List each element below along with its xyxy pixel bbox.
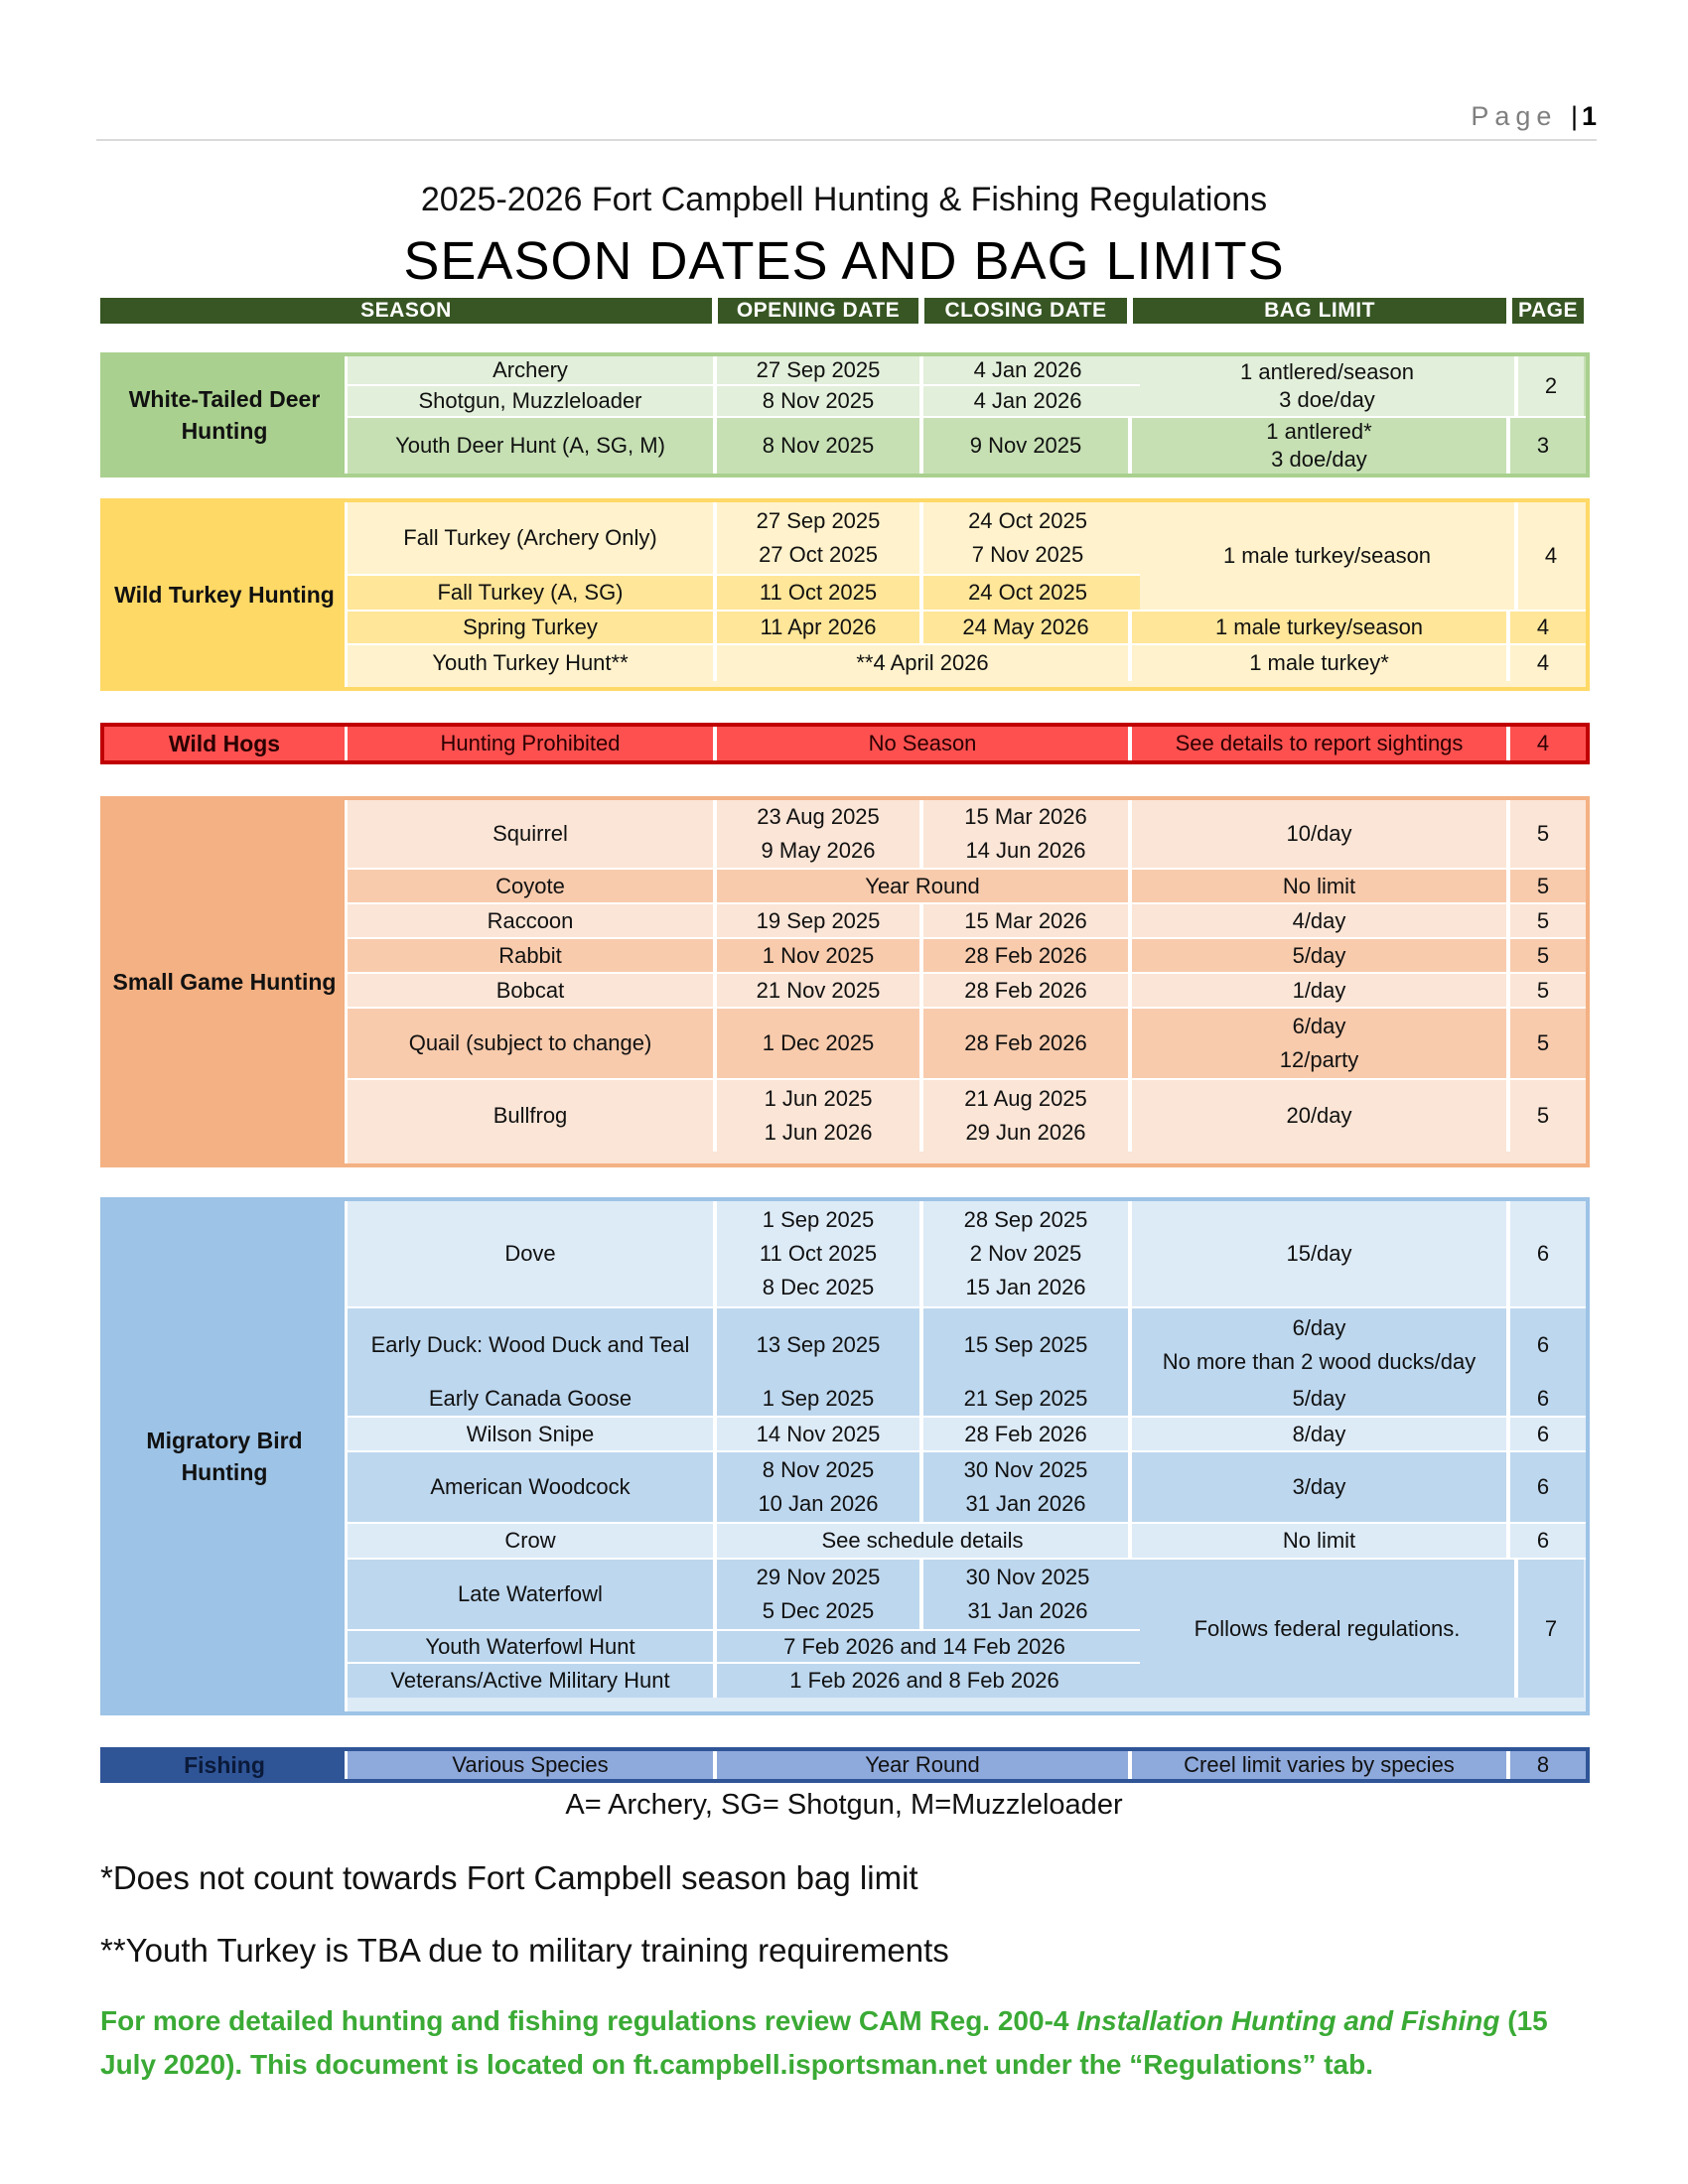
bag-line: 1 antlered/season: [1240, 359, 1414, 384]
date-line: 15 Jan 2026: [965, 1275, 1086, 1299]
fishing-block: [100, 1747, 1590, 1783]
season-table: [100, 298, 1590, 1778]
bag-limit: [1132, 1009, 1510, 1078]
table-row: [348, 1560, 1140, 1631]
season-dates: No Season: [717, 727, 1132, 760]
close-date: [923, 502, 1132, 574]
date-line: 23 Aug 2025: [757, 804, 880, 829]
bag-line: No more than 2 wood ducks/day: [1162, 1349, 1477, 1374]
bag-limit: Creel limit varies by species: [1132, 1751, 1510, 1779]
bag-limit: See details to report sightings: [1132, 727, 1510, 760]
bag-line: 3 doe/day: [1271, 447, 1367, 472]
date-line: 5 Dec 2025: [762, 1598, 875, 1623]
date-line: 29 Nov 2025: [756, 1565, 881, 1589]
category-migratory: Migratory Bird Hunting: [104, 1201, 348, 1711]
table-row: [348, 1418, 1586, 1452]
bag-limit: 1 male turkey/season: [1140, 502, 1518, 610]
table-row: [348, 1751, 1586, 1779]
page-ref: 6: [1536, 1474, 1550, 1499]
doc-subtitle: SEASON DATES AND BAG LIMITS: [403, 231, 1285, 291]
open-date: 8 Nov 2025: [717, 418, 923, 474]
footnote-double-star: **Youth Turkey is TBA due to military training requirements: [100, 1932, 949, 1969]
bag-limit: 1/day: [1132, 974, 1510, 1007]
col-opening: OPENING DATE: [718, 298, 918, 324]
table-row: [348, 356, 1140, 386]
open-date: 19 Sep 2025: [717, 904, 923, 937]
season-name: Squirrel: [348, 800, 717, 868]
season-name: Early Canada Goose: [348, 1382, 717, 1416]
open-date: 11 Oct 2025: [717, 576, 923, 610]
date-line: 8 Dec 2025: [762, 1275, 875, 1299]
date-line: 21 Aug 2025: [964, 1086, 1087, 1111]
table-row: [348, 386, 1140, 416]
page-ref: 6: [1536, 1386, 1550, 1411]
close-date: 15 Sep 2025: [923, 1308, 1132, 1382]
season-name: Crow: [348, 1524, 717, 1558]
table-row: [348, 1452, 1586, 1524]
season-dates: See schedule details: [717, 1524, 1132, 1558]
page-ref: 5: [1536, 977, 1550, 1003]
close-date: 24 Oct 2025: [968, 580, 1087, 605]
close-date: 24 May 2026: [923, 612, 1132, 643]
close-date: [923, 1560, 1132, 1629]
page-ref: 5: [1536, 907, 1550, 933]
more-info-text: [100, 1999, 1590, 2087]
season-name: Wilson Snipe: [348, 1418, 717, 1450]
bag-limit: No limit: [1132, 870, 1510, 902]
table-row: [348, 612, 1586, 645]
season-name: Archery: [348, 356, 717, 384]
category-hogs: Wild Hogs: [104, 727, 348, 760]
season-name: Bullfrog: [348, 1080, 717, 1152]
date-line: 15 Mar 2026: [964, 804, 1087, 829]
season-dates: 7 Feb 2026 and 14 Feb 2026: [783, 1633, 1065, 1659]
col-bag: BAG LIMIT: [1133, 298, 1506, 324]
bag-line: 12/party: [1279, 1047, 1359, 1072]
table-row: [348, 1009, 1586, 1080]
close-date: 21 Sep 2025: [923, 1382, 1132, 1416]
open-date: 1 Dec 2025: [717, 1009, 923, 1078]
season-name: American Woodcock: [348, 1452, 717, 1522]
date-line: 8 Nov 2025: [762, 1457, 875, 1482]
close-date: 28 Feb 2026: [923, 939, 1132, 972]
date-line: 30 Nov 2025: [963, 1457, 1088, 1482]
season-name: Various Species: [348, 1751, 717, 1779]
page-ref: 8: [1536, 1752, 1550, 1777]
hogs-block: [100, 723, 1590, 764]
open-date: 1 Sep 2025: [717, 1382, 923, 1416]
small-game-block: [100, 796, 1590, 1167]
table-row: [348, 974, 1586, 1009]
season-name: Spring Turkey: [348, 612, 717, 643]
page-ref: 5: [1536, 873, 1550, 898]
season-name: Coyote: [348, 870, 717, 902]
open-date: 27 Sep 2025: [717, 356, 923, 384]
page-ref: 5: [1536, 942, 1550, 968]
page-ref: 6: [1536, 1528, 1550, 1553]
more-info-suffix: (15 July 2020). This document is located on ft.campbell.isportsman.net under the “Regulations” tab.: [100, 2005, 1548, 2080]
season-name: Hunting Prohibited: [348, 727, 717, 760]
date-line: 1 Jun 2025: [764, 1086, 873, 1111]
season-name: Fall Turkey (Archery Only): [348, 502, 717, 574]
table-row: [348, 1664, 1140, 1698]
season-name: Quail (subject to change): [348, 1009, 717, 1078]
migratory-block: [100, 1197, 1590, 1715]
date-line: 7 Nov 2025: [971, 542, 1084, 567]
more-info-title: Installation Hunting and Fishing: [1076, 2005, 1500, 2036]
bag-limit: [1132, 1308, 1510, 1382]
page-word: Page: [1471, 101, 1558, 131]
page-separator: |: [1570, 101, 1578, 131]
season-dates: 1 Feb 2026 and 8 Feb 2026: [789, 1668, 1059, 1693]
close-date: 15 Mar 2026: [923, 904, 1132, 937]
page-ref: 7: [1518, 1560, 1584, 1698]
date-line: 10 Jan 2026: [758, 1491, 879, 1516]
more-info-prefix: For more detailed hunting and fishing regulations review CAM Reg. 200-4: [100, 2005, 1077, 2036]
season-name: Bobcat: [348, 974, 717, 1007]
page-ref: 6: [1536, 1332, 1550, 1357]
bag-limit: 1 male turkey/season: [1132, 612, 1510, 643]
close-date: 9 Nov 2025: [923, 418, 1132, 474]
season-dates: Year Round: [717, 870, 1132, 902]
bag-limit: No limit: [1132, 1524, 1510, 1558]
open-date: 13 Sep 2025: [717, 1308, 923, 1382]
table-row: [348, 1308, 1586, 1382]
close-date: 28 Feb 2026: [923, 1009, 1132, 1078]
page-ref: 5: [1536, 1030, 1550, 1055]
open-date: 14 Nov 2025: [717, 1418, 923, 1450]
season-name: Fall Turkey (A, SG): [348, 576, 717, 610]
table-row: [348, 502, 1140, 576]
bag-limit: 5/day: [1132, 1382, 1510, 1416]
table-row: [348, 1201, 1586, 1308]
date-line: 24 Oct 2025: [968, 508, 1087, 533]
open-date: 21 Nov 2025: [717, 974, 923, 1007]
season-name: Veterans/Active Military Hunt: [348, 1664, 717, 1698]
bag-limit: 5/day: [1132, 939, 1510, 972]
date-line: 31 Jan 2026: [967, 1598, 1088, 1623]
open-date: [717, 502, 923, 574]
col-closing: CLOSING DATE: [924, 298, 1127, 324]
season-dates: **4 April 2026: [717, 645, 1132, 681]
page-ref: 3: [1536, 433, 1550, 458]
date-line: 1 Sep 2025: [762, 1207, 875, 1232]
close-date: [923, 1452, 1132, 1522]
season-name: Youth Turkey Hunt**: [348, 645, 717, 681]
close-date: 28 Feb 2026: [923, 1418, 1132, 1450]
bag-limit: [1132, 418, 1510, 474]
bag-limit: 1 male turkey*: [1132, 645, 1510, 681]
date-line: 27 Sep 2025: [756, 508, 881, 533]
open-date: [717, 800, 923, 868]
open-date: 11 Apr 2026: [717, 612, 923, 643]
page-number-header: [1471, 101, 1597, 132]
category-fishing: Fishing: [104, 1751, 348, 1779]
season-name: Rabbit: [348, 939, 717, 972]
date-line: 29 Jun 2026: [965, 1120, 1086, 1145]
col-page: PAGE: [1512, 298, 1584, 324]
close-date: 28 Feb 2026: [923, 974, 1132, 1007]
bag-limit: [1140, 356, 1518, 416]
table-row: [348, 645, 1586, 681]
page-ref: 6: [1536, 1241, 1550, 1266]
table-row: [348, 576, 1140, 610]
deer-block: [100, 352, 1590, 478]
page-ref: 2: [1518, 356, 1584, 416]
date-line: 31 Jan 2026: [965, 1491, 1086, 1516]
bag-limit: 3/day: [1132, 1452, 1510, 1522]
open-date: [717, 1080, 923, 1152]
page-ref: 5: [1536, 1103, 1550, 1128]
date-line: 2 Nov 2025: [969, 1241, 1082, 1266]
table-row: [348, 1524, 1586, 1560]
table-row: [348, 727, 1586, 760]
season-name: Youth Deer Hunt (A, SG, M): [348, 418, 717, 474]
page-ref: 5: [1536, 821, 1550, 846]
season-name: Dove: [348, 1201, 717, 1306]
bag-limit: 20/day: [1132, 1080, 1510, 1152]
abbreviation-legend: A= Archery, SG= Shotgun, M=Muzzleloader: [565, 1789, 1123, 1821]
season-name: Early Duck: Wood Duck and Teal: [348, 1308, 717, 1382]
header-rule: [96, 139, 1597, 141]
season-name: Shotgun, Muzzleloader: [348, 386, 717, 416]
date-line: 27 Oct 2025: [759, 542, 878, 567]
open-date: [717, 1452, 923, 1522]
page-ref: 4: [1536, 731, 1550, 755]
open-date: 8 Nov 2025: [717, 386, 923, 416]
date-line: 28 Sep 2025: [963, 1207, 1088, 1232]
bag-line: 6/day: [1292, 1014, 1346, 1038]
bag-line: 6/day: [1292, 1315, 1346, 1340]
category-small-game: Small Game Hunting: [104, 800, 348, 1163]
table-row: [348, 904, 1586, 939]
bag-limit: 15/day: [1132, 1201, 1510, 1306]
table-row: [348, 418, 1586, 474]
footnote-single-star: *Does not count towards Fort Campbell season bag limit: [100, 1859, 918, 1896]
date-line: 11 Oct 2025: [759, 1241, 878, 1266]
col-season: SEASON: [100, 298, 712, 324]
category-deer: White-Tailed Deer Hunting: [104, 356, 348, 474]
table-row: [348, 939, 1586, 974]
table-row: [348, 1631, 1140, 1664]
table-row: [348, 870, 1586, 904]
page-ref: 4: [1518, 502, 1584, 610]
season-dates: Year Round: [717, 1751, 1132, 1779]
season-name: Late Waterfowl: [348, 1560, 717, 1629]
table-row: [348, 1080, 1586, 1152]
date-line: 14 Jun 2026: [965, 838, 1086, 863]
open-date: 1 Nov 2025: [717, 939, 923, 972]
close-date: [923, 800, 1132, 868]
doc-title: 2025-2026 Fort Campbell Hunting & Fishing Regulations: [420, 181, 1268, 218]
turkey-block: [100, 498, 1590, 691]
close-date: 4 Jan 2026: [973, 388, 1082, 413]
bag-line: 1 antlered*: [1266, 419, 1372, 444]
season-name: Youth Waterfowl Hunt: [348, 1631, 717, 1662]
bag-limit: Follows federal regulations.: [1140, 1560, 1518, 1698]
date-line: 9 May 2026: [761, 838, 876, 863]
date-line: 1 Jun 2026: [764, 1120, 873, 1145]
date-line: 30 Nov 2025: [965, 1565, 1090, 1589]
bag-limit: 4/day: [1132, 904, 1510, 937]
table-row: [348, 1382, 1586, 1418]
open-date: [717, 1560, 923, 1629]
close-date: 4 Jan 2026: [973, 357, 1082, 382]
page-ref: 6: [1536, 1421, 1550, 1446]
close-date: [923, 1201, 1132, 1306]
bag-limit: 10/day: [1132, 800, 1510, 868]
table-header: [100, 298, 1590, 324]
category-turkey: Wild Turkey Hunting: [104, 502, 348, 687]
bag-limit: 8/day: [1132, 1418, 1510, 1450]
season-name: Raccoon: [348, 904, 717, 937]
close-date: [923, 1080, 1132, 1152]
bag-line: 3 doe/day: [1279, 387, 1375, 412]
open-date: [717, 1201, 923, 1306]
table-row: [348, 800, 1586, 870]
page-ref: 4: [1536, 614, 1550, 639]
page-number: 1: [1581, 101, 1597, 131]
page-ref: 4: [1536, 650, 1550, 675]
